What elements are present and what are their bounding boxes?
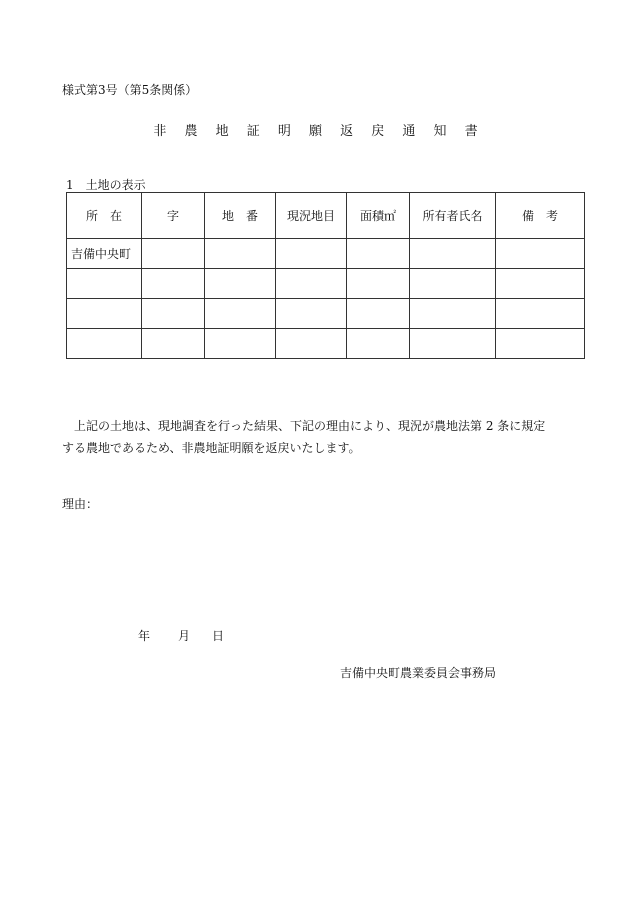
header-lot-number: 地 番	[205, 193, 276, 239]
table-cell	[142, 269, 205, 299]
header-aza: 字	[142, 193, 205, 239]
table-cell	[347, 329, 410, 359]
table-cell	[410, 299, 496, 329]
table-cell	[205, 299, 276, 329]
table-cell	[276, 299, 347, 329]
table-row	[67, 329, 585, 359]
table-row	[67, 269, 585, 299]
table-cell	[205, 269, 276, 299]
table-cell	[496, 239, 585, 269]
table-cell	[142, 329, 205, 359]
header-remarks: 備 考	[496, 193, 585, 239]
table-cell	[347, 269, 410, 299]
table-cell	[142, 239, 205, 269]
table-cell	[496, 329, 585, 359]
table-cell	[496, 299, 585, 329]
date-day-label: 日	[212, 629, 225, 643]
body-line-2: する農地であるため、非農地証明願を返戻いたします。	[62, 441, 361, 455]
table-row	[67, 299, 585, 329]
header-location: 所 在	[67, 193, 142, 239]
table-cell	[347, 239, 410, 269]
body-line-1-text: 上記の土地は、現地調査を行った結果、下記の理由により、現況が農地法第 2 条に規定	[74, 419, 546, 433]
date-year-label: 年	[138, 629, 151, 643]
reason-label: 理由：	[62, 497, 99, 511]
table-cell	[205, 329, 276, 359]
header-land-category: 現況地目	[276, 193, 347, 239]
table-cell	[67, 269, 142, 299]
table-cell	[410, 239, 496, 269]
table-cell	[347, 299, 410, 329]
table-header-row	[67, 193, 585, 239]
header-area: 面積㎡	[347, 193, 410, 239]
table-cell	[410, 269, 496, 299]
table-cell	[67, 329, 142, 359]
table-cell	[142, 299, 205, 329]
header-owner-name: 所有者氏名	[410, 193, 496, 239]
table-cell	[276, 329, 347, 359]
document-title: 非 農 地 証 明 願 返 戻 通 知 書	[153, 124, 485, 139]
form-number: 様式第3号（第5条関係）	[62, 83, 198, 97]
issuer-name: 吉備中央町農業委員会事務局	[340, 666, 497, 680]
notice-body	[62, 415, 582, 459]
table-cell	[276, 269, 347, 299]
date-month-label: 月	[178, 629, 191, 643]
table-cell	[67, 299, 142, 329]
table-row	[67, 239, 585, 269]
land-table	[66, 192, 585, 359]
body-line-1	[62, 415, 582, 437]
section-heading: 1 土地の表示	[66, 178, 146, 192]
table-cell	[410, 329, 496, 359]
table-cell: 吉備中央町	[67, 239, 142, 269]
date-line	[138, 627, 224, 644]
table-cell	[496, 269, 585, 299]
table-cell	[276, 239, 347, 269]
table-cell	[205, 239, 276, 269]
